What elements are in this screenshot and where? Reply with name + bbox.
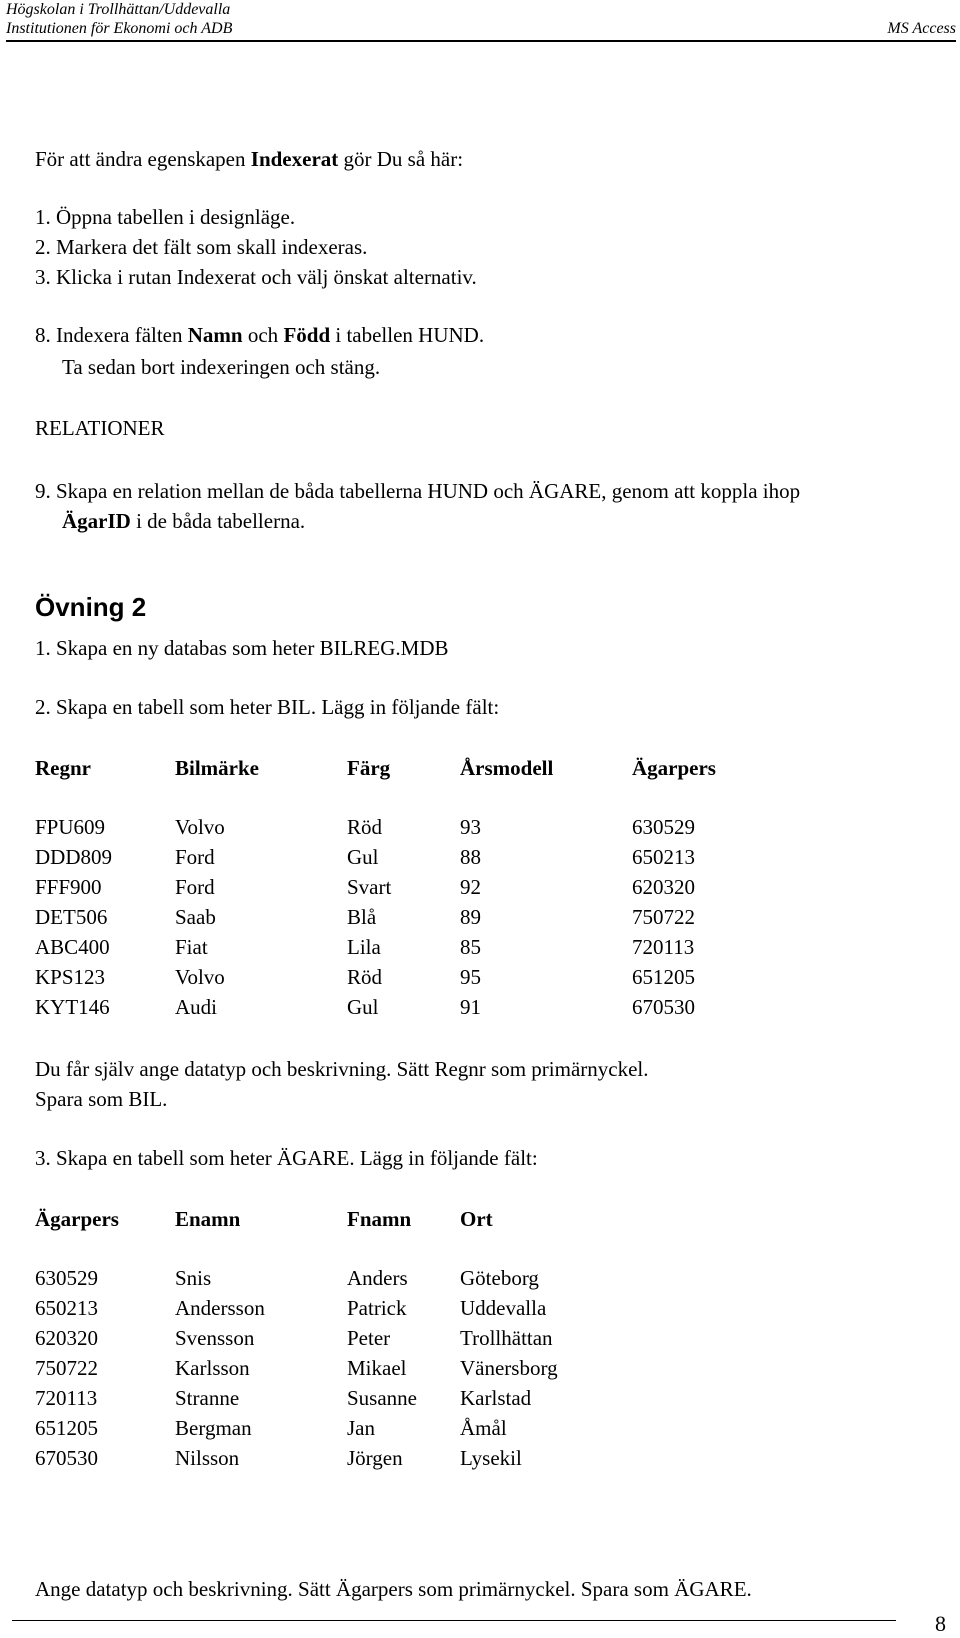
task-8-line2: Ta sedan bort indexeringen och stäng. <box>62 355 381 379</box>
header-department: Institutionen för Ekonomi och ADB <box>6 20 233 37</box>
cell: Röd <box>347 965 383 989</box>
cell: 720113 <box>35 1386 98 1410</box>
cell: Göteborg <box>460 1266 539 1290</box>
cell: 620320 <box>632 875 695 899</box>
cell: KYT146 <box>35 995 110 1019</box>
cell: Karlstad <box>460 1386 532 1410</box>
agare-note: Ange datatyp och beskrivning. Sätt Ägarpers som primärnyckel. Spara som ÄGARE. <box>35 1577 752 1601</box>
cell: Volvo <box>175 815 225 839</box>
cell: KPS123 <box>35 965 106 989</box>
cell: ABC400 <box>35 935 110 959</box>
intro-bold: Indexerat <box>250 147 339 171</box>
cell: Volvo <box>175 965 225 989</box>
cell: 750722 <box>35 1356 98 1380</box>
bil-note-2: Spara som BIL. <box>35 1087 168 1111</box>
cell: Anders <box>347 1266 408 1290</box>
cell: 620320 <box>35 1326 98 1350</box>
cell: Stranne <box>175 1386 240 1410</box>
task8-e: i tabellen HUND. <box>330 323 485 347</box>
cell: Lysekil <box>460 1446 522 1470</box>
cell: Saab <box>175 905 216 929</box>
cell: 88 <box>460 845 481 869</box>
cell: 95 <box>460 965 481 989</box>
cell: Ford <box>175 875 215 899</box>
step-3: 3. Klicka i rutan Indexerat och välj önskat alternativ. <box>35 265 477 289</box>
task8-c: och <box>242 323 284 347</box>
task9-bold: ÄgarID <box>62 509 131 533</box>
cell: Nilsson <box>175 1446 240 1470</box>
page-number: 8 <box>935 1611 946 1636</box>
cell: Peter <box>347 1326 391 1350</box>
cell: Snis <box>175 1266 212 1290</box>
task8-a: 8. Indexera fälten <box>35 323 188 347</box>
cell: DET506 <box>35 905 108 929</box>
cell: Ford <box>175 845 215 869</box>
cell: 650213 <box>35 1296 98 1320</box>
agare-col-enamn: Enamn <box>175 1207 241 1231</box>
header-subject: MS Access <box>887 20 956 37</box>
bil-col-arsmodell: Årsmodell <box>460 756 554 780</box>
task8-b: Namn <box>187 323 243 347</box>
cell: Trollhättan <box>460 1326 553 1350</box>
agare-col-agarpers: Ägarpers <box>35 1207 119 1231</box>
task9-rest: i de båda tabellerna. <box>130 509 306 533</box>
cell: Röd <box>347 815 383 839</box>
cell: FPU609 <box>35 815 106 839</box>
cell: Blå <box>347 905 377 929</box>
cell: Karlsson <box>175 1356 250 1380</box>
cell: Andersson <box>175 1296 265 1320</box>
ovning-title: Övning 2 <box>35 592 147 622</box>
cell: 630529 <box>35 1266 98 1290</box>
cell: 85 <box>460 935 481 959</box>
cell: FFF900 <box>35 875 102 899</box>
header-school: Högskolan i Trollhättan/Uddevalla <box>6 1 231 18</box>
cell: Uddevalla <box>460 1296 547 1320</box>
ovning-step-2: 2. Skapa en tabell som heter BIL. Lägg in följande fält: <box>35 695 500 719</box>
task-8 <box>35 322 484 348</box>
cell: Svensson <box>175 1326 255 1350</box>
agare-col-ort: Ort <box>460 1207 493 1231</box>
cell: 651205 <box>35 1416 98 1440</box>
ovning-step-1: 1. Skapa en ny databas som heter BILREG.MDB <box>35 636 449 660</box>
cell: Åmål <box>460 1416 507 1440</box>
ovning-step-3: 3. Skapa en tabell som heter ÄGARE. Lägg in följande fält: <box>35 1146 538 1170</box>
cell: Patrick <box>347 1296 407 1320</box>
cell: Fiat <box>175 935 208 959</box>
cell: Mikael <box>347 1356 407 1380</box>
cell: Susanne <box>347 1386 417 1410</box>
bil-note-1: Du får själv ange datatyp och beskrivning. Sätt Regnr som primärnyckel. <box>35 1057 649 1081</box>
section-relationer: RELATIONER <box>35 416 165 440</box>
bil-col-agarpers: Ägarpers <box>632 756 716 780</box>
cell: 650213 <box>632 845 695 869</box>
task-9-line2 <box>62 508 305 534</box>
cell: 89 <box>460 905 481 929</box>
bil-col-bilmarke: Bilmärke <box>175 756 259 780</box>
cell: Gul <box>347 845 379 869</box>
cell: DDD809 <box>35 845 112 869</box>
cell: 91 <box>460 995 481 1019</box>
bil-col-farg: Färg <box>347 756 391 780</box>
cell: 93 <box>460 815 481 839</box>
cell: Audi <box>175 995 217 1019</box>
task8-d: Född <box>283 323 331 347</box>
cell: Gul <box>347 995 379 1019</box>
cell: Bergman <box>175 1416 252 1440</box>
cell: Vänersborg <box>460 1356 558 1380</box>
cell: 630529 <box>632 815 695 839</box>
cell: Jörgen <box>347 1446 403 1470</box>
cell: Lila <box>347 935 381 959</box>
cell: 92 <box>460 875 481 899</box>
intro-pre: För att ändra egenskapen <box>35 147 251 171</box>
cell: 750722 <box>632 905 695 929</box>
cell: 670530 <box>35 1446 98 1470</box>
bil-col-regnr: Regnr <box>35 756 91 780</box>
agare-col-fnamn: Fnamn <box>347 1207 412 1231</box>
cell: Jan <box>347 1416 375 1440</box>
page-header <box>6 0 956 42</box>
cell: Svart <box>347 875 392 899</box>
intro-post: gör Du så här: <box>338 147 464 171</box>
cell: 651205 <box>632 965 695 989</box>
intro-text <box>35 146 463 172</box>
step-1: 1. Öppna tabellen i designläge. <box>35 205 296 229</box>
task-9-line1: 9. Skapa en relation mellan de båda tabellerna HUND och ÄGARE, genom att koppla ihop <box>35 479 801 503</box>
cell: 670530 <box>632 995 695 1019</box>
cell: 720113 <box>632 935 695 959</box>
footer-divider <box>12 1620 896 1621</box>
step-2: 2. Markera det fält som skall indexeras. <box>35 235 368 259</box>
